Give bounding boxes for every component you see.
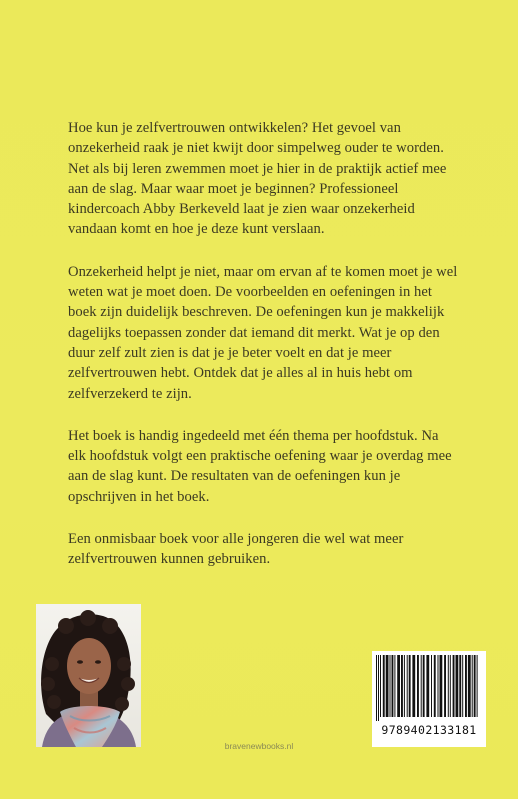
barcode-bar: [407, 655, 408, 717]
barcode-bar: [390, 655, 391, 717]
barcode-bar: [472, 655, 473, 717]
barcode-bar: [409, 655, 411, 717]
barcode-bar: [434, 655, 436, 717]
barcode-bar: [417, 655, 419, 717]
barcode-bar: [404, 655, 405, 717]
barcode-bar: [440, 655, 443, 717]
barcode-bar: [412, 655, 415, 717]
barcode-bar: [378, 655, 379, 721]
barcode-bar: [448, 655, 449, 717]
barcode-bar: [431, 655, 432, 717]
barcode-bar: [392, 655, 394, 717]
barcode-bar: [456, 655, 459, 717]
blurb-paragraph-3: Het boek is handig ingedeeld met één thema per hoofdstuk. Na elk hoofdstuk volgt een praktische oefening waar je overdag mee aan de slag kunt. De resultaten van de oefeningen kun je opschrijven in het boek.: [68, 427, 452, 505]
blurb-paragraph-4: Een onmisbaar boek voor alle jongeren die wel wat meer zelfvertrouwen kunnen gebruiken.: [68, 531, 404, 568]
barcode-bar: [477, 655, 478, 717]
barcode-bar: [401, 655, 403, 717]
author-portrait-image: [36, 604, 141, 747]
barcode-bar: [474, 655, 476, 717]
barcode-bar: [386, 655, 389, 717]
barcode-bar: [383, 655, 385, 717]
barcode-bar: [397, 655, 400, 717]
barcode-bar: [453, 655, 455, 717]
barcode-bar: [465, 655, 467, 717]
barcode-bar: [380, 655, 381, 717]
barcode-bar: [468, 655, 471, 717]
barcode-bar: [426, 655, 429, 717]
blurb-text: [68, 118, 458, 592]
publisher-url: bravenewbooks.nl: [224, 741, 294, 751]
barcode-bar: [421, 655, 422, 717]
blurb-paragraph-1: Hoe kun je zelfvertrouwen ontwikkelen? Het gevoel van onzekerheid raak je niet kwijt door simpelweg ouder te worden. Net als bij leren zwemmen moet je hier in de praktijk actief mee aan de slag. Maar waar moet je beginnen? Professioneel kindercoach Abby Berkeveld laat je zien waar onzekerheid vandaan komt en hoe je deze kunt verslaan.: [68, 120, 447, 238]
barcode-bar: [376, 655, 377, 721]
barcode-bar: [459, 655, 461, 717]
barcode-bar: [444, 655, 446, 717]
barcode-bar: [423, 655, 425, 717]
isbn-barcode: [372, 651, 486, 747]
barcode-bar: [450, 655, 451, 717]
isbn-number: 9789402133181: [381, 723, 477, 737]
barcode-bar: [438, 655, 439, 717]
barcode-bars: [372, 651, 486, 723]
barcode-bar: [394, 655, 395, 717]
barcode-bar: [462, 655, 463, 717]
author-photo: [36, 604, 141, 747]
blurb-paragraph-2: Onzekerheid helpt je niet, maar om ervan af te komen moet je wel weten wat je moet doen. De voorbeelden en oefeningen in het boek zijn duidelijk beschreven. De oefeningen kun je makkelijk dagelijks toepassen zonder dat iemand dit merkt. Wat je op den duur zelf zult zien is dat je je beter voelt en dat je meer zelfvertrouwen hebt. Ontdek dat je alles al in huis hebt om zelfverzekerd te zijn.: [68, 263, 458, 402]
